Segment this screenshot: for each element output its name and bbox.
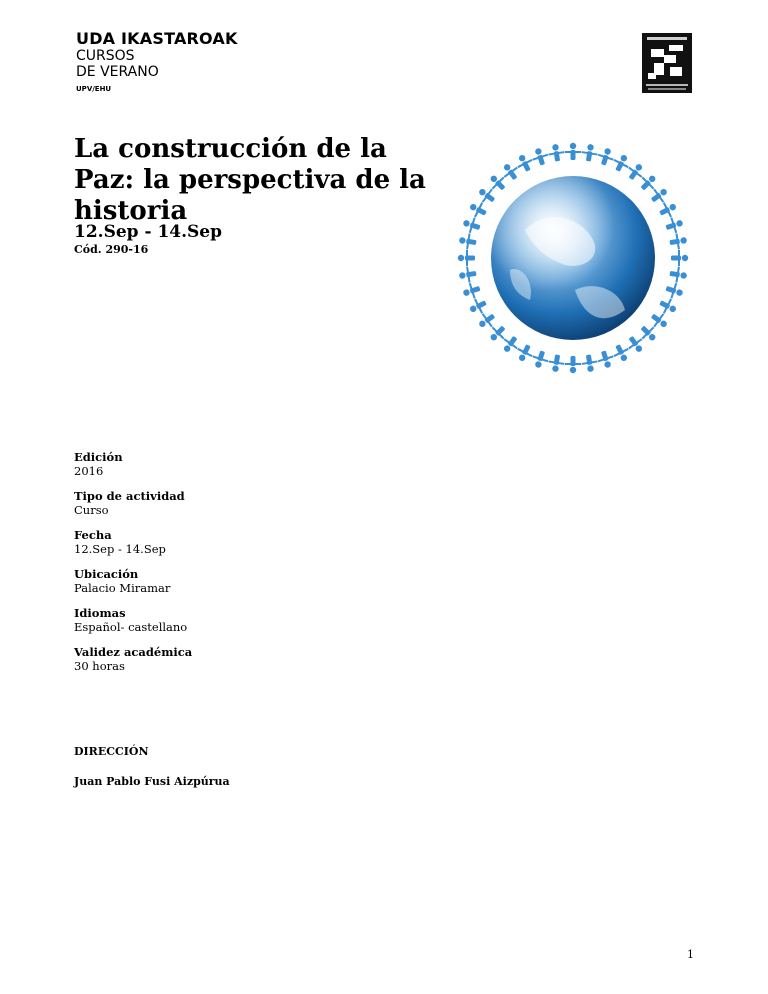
detail-label: Validez académica (74, 645, 193, 659)
brand-line-4: UPV/EHU (76, 85, 112, 93)
director-name: Juan Pablo Fusi Aizpúrua (74, 775, 230, 788)
detail-value: Español- castellano (74, 620, 188, 634)
detail-label: Idiomas (74, 606, 126, 620)
detail-label: Edición (74, 450, 123, 464)
course-code: Cód. 290-16 (74, 243, 149, 256)
brand-line-3: DE VERANO (76, 64, 159, 80)
detail-value: Curso (74, 503, 109, 517)
detail-tipo-actividad (74, 489, 192, 517)
detail-label: Tipo de actividad (74, 489, 185, 503)
page-number: 1 (687, 948, 694, 961)
course-dates: 12.Sep - 14.Sep (74, 222, 223, 242)
detail-ubicacion (74, 567, 192, 595)
upv-ehu-logo-icon (642, 33, 692, 93)
detail-value: Palacio Miramar (74, 581, 171, 595)
globe-with-people-icon (455, 140, 691, 376)
detail-value: 30 horas (74, 659, 125, 673)
direction-heading: DIRECCIÓN (74, 745, 149, 758)
detail-fecha (74, 528, 192, 556)
course-title: La construcción de la Paz: la perspectiva de la historia (74, 134, 426, 226)
detail-label: Ubicación (74, 567, 139, 581)
detail-idiomas (74, 606, 192, 634)
brand-line-2: CURSOS (76, 48, 135, 64)
detail-value: 12.Sep - 14.Sep (74, 542, 166, 556)
course-details (74, 450, 192, 684)
brand-line-1: UDA IKASTAROAK (76, 29, 238, 48)
brand-block (76, 30, 238, 93)
detail-value: 2016 (74, 464, 104, 478)
detail-edicion (74, 450, 192, 478)
detail-label: Fecha (74, 528, 112, 542)
detail-validez (74, 645, 192, 673)
